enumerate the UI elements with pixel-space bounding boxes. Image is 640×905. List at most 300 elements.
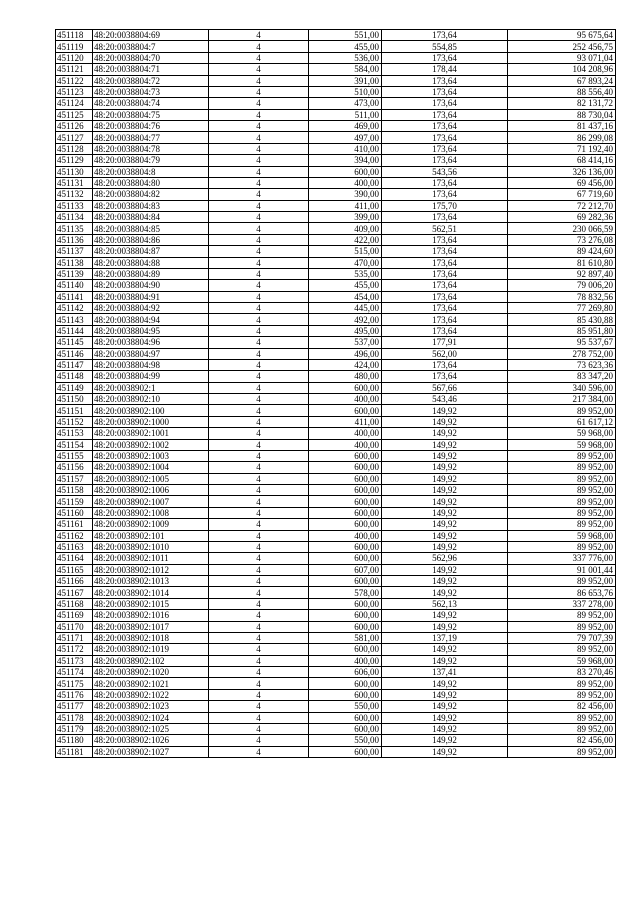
row-number-cell: 451122 <box>56 75 93 86</box>
cadastral-value-cell: 340 596,00 <box>508 382 616 393</box>
row-number-cell: 451164 <box>56 553 93 564</box>
rate-cell: 173,64 <box>382 132 508 143</box>
rate-cell: 173,64 <box>382 143 508 154</box>
rate-cell: 149,92 <box>382 610 508 621</box>
area-cell: 600,00 <box>309 462 382 473</box>
rate-cell: 562,00 <box>382 348 508 359</box>
cadastral-number-cell: 48:20:0038804:75 <box>93 109 209 120</box>
cadastral-number-cell: 48:20:0038902:1020 <box>93 667 209 678</box>
group-cell: 4 <box>209 64 309 75</box>
group-cell: 4 <box>209 746 309 757</box>
group-cell: 4 <box>209 155 309 166</box>
table-row <box>56 655 616 666</box>
row-number-cell: 451126 <box>56 121 93 132</box>
table-row <box>56 621 616 632</box>
rate-cell: 173,64 <box>382 98 508 109</box>
cadastral-number-cell: 48:20:0038902:1004 <box>93 462 209 473</box>
group-cell: 4 <box>209 485 309 496</box>
cadastral-number-cell: 48:20:0038804:73 <box>93 86 209 97</box>
cadastral-number-cell: 48:20:0038902:10 <box>93 394 209 405</box>
row-number-cell: 451155 <box>56 450 93 461</box>
cadastral-value-cell: 89 952,00 <box>508 712 616 723</box>
table-row <box>56 473 616 484</box>
area-cell: 536,00 <box>309 52 382 63</box>
cadastral-value-cell: 89 952,00 <box>508 644 616 655</box>
table-row <box>56 405 616 416</box>
table-row <box>56 223 616 234</box>
area-cell: 606,00 <box>309 667 382 678</box>
rate-cell: 173,64 <box>382 121 508 132</box>
area-cell: 455,00 <box>309 41 382 52</box>
row-number-cell: 451159 <box>56 496 93 507</box>
cadastral-value-cell: 73 276,08 <box>508 234 616 245</box>
row-number-cell: 451147 <box>56 359 93 370</box>
cadastral-number-cell: 48:20:0038804:72 <box>93 75 209 86</box>
cadastral-number-cell: 48:20:0038902:1011 <box>93 553 209 564</box>
table-row <box>56 257 616 268</box>
group-cell: 4 <box>209 735 309 746</box>
rate-cell: 562,51 <box>382 223 508 234</box>
table-row <box>56 462 616 473</box>
cadastral-number-cell: 48:20:0038804:78 <box>93 143 209 154</box>
cadastral-value-cell: 278 752,00 <box>508 348 616 359</box>
cadastral-value-cell: 89 424,60 <box>508 246 616 257</box>
cadastral-number-cell: 48:20:0038902:1012 <box>93 564 209 575</box>
row-number-cell: 451119 <box>56 41 93 52</box>
row-number-cell: 451129 <box>56 155 93 166</box>
row-number-cell: 451124 <box>56 98 93 109</box>
cadastral-value-cell: 88 730,04 <box>508 109 616 120</box>
area-cell: 600,00 <box>309 553 382 564</box>
row-number-cell: 451176 <box>56 689 93 700</box>
row-number-cell: 451179 <box>56 723 93 734</box>
table-row <box>56 268 616 279</box>
table-row <box>56 234 616 245</box>
group-cell: 4 <box>209 621 309 632</box>
cadastral-value-cell: 95 675,64 <box>508 30 616 41</box>
row-number-cell: 451152 <box>56 416 93 427</box>
group-cell: 4 <box>209 86 309 97</box>
cadastral-value-cell: 89 952,00 <box>508 723 616 734</box>
cadastral-value-cell: 59 968,00 <box>508 530 616 541</box>
table-row <box>56 507 616 518</box>
cadastral-value-cell: 78 832,56 <box>508 291 616 302</box>
cadastral-value-cell: 89 952,00 <box>508 473 616 484</box>
cadastral-value-cell: 89 952,00 <box>508 610 616 621</box>
row-number-cell: 451141 <box>56 291 93 302</box>
table-row <box>56 246 616 257</box>
cadastral-number-cell: 48:20:0038902:1016 <box>93 610 209 621</box>
cadastral-value-cell: 89 952,00 <box>508 621 616 632</box>
table-row <box>56 439 616 450</box>
area-cell: 496,00 <box>309 348 382 359</box>
group-cell: 4 <box>209 394 309 405</box>
table-row <box>56 587 616 598</box>
row-number-cell: 451156 <box>56 462 93 473</box>
group-cell: 4 <box>209 314 309 325</box>
rate-cell: 149,92 <box>382 530 508 541</box>
cadastral-number-cell: 48:20:0038804:71 <box>93 64 209 75</box>
cadastral-number-cell: 48:20:0038902:1022 <box>93 689 209 700</box>
area-cell: 492,00 <box>309 314 382 325</box>
group-cell: 4 <box>209 439 309 450</box>
cadastral-value-cell: 89 952,00 <box>508 678 616 689</box>
group-cell: 4 <box>209 200 309 211</box>
table-row <box>56 109 616 120</box>
table-row <box>56 564 616 575</box>
cadastral-value-cell: 67 893,24 <box>508 75 616 86</box>
row-number-cell: 451166 <box>56 576 93 587</box>
cadastral-value-cell: 217 384,00 <box>508 394 616 405</box>
area-cell: 399,00 <box>309 212 382 223</box>
table-row <box>56 485 616 496</box>
cadastral-number-cell: 48:20:0038902:1024 <box>93 712 209 723</box>
area-cell: 394,00 <box>309 155 382 166</box>
cadastral-value-cell: 71 192,40 <box>508 143 616 154</box>
group-cell: 4 <box>209 689 309 700</box>
rate-cell: 137,41 <box>382 667 508 678</box>
area-cell: 600,00 <box>309 166 382 177</box>
row-number-cell: 451172 <box>56 644 93 655</box>
rate-cell: 562,13 <box>382 598 508 609</box>
rate-cell: 173,64 <box>382 212 508 223</box>
cadastral-value-cell: 252 456,75 <box>508 41 616 52</box>
table-row <box>56 212 616 223</box>
table-row <box>56 143 616 154</box>
area-cell: 600,00 <box>309 450 382 461</box>
cadastral-number-cell: 48:20:0038804:74 <box>93 98 209 109</box>
cadastral-number-cell: 48:20:0038804:80 <box>93 177 209 188</box>
area-cell: 578,00 <box>309 587 382 598</box>
group-cell: 4 <box>209 416 309 427</box>
rate-cell: 149,92 <box>382 405 508 416</box>
row-number-cell: 451175 <box>56 678 93 689</box>
rate-cell: 177,91 <box>382 337 508 348</box>
cadastral-value-cell: 77 269,80 <box>508 303 616 314</box>
row-number-cell: 451139 <box>56 268 93 279</box>
rate-cell: 149,92 <box>382 678 508 689</box>
row-number-cell: 451138 <box>56 257 93 268</box>
cadastral-value-cell: 86 653,76 <box>508 587 616 598</box>
area-cell: 537,00 <box>309 337 382 348</box>
row-number-cell: 451143 <box>56 314 93 325</box>
rate-cell: 175,70 <box>382 200 508 211</box>
row-number-cell: 451151 <box>56 405 93 416</box>
group-cell: 4 <box>209 257 309 268</box>
rate-cell: 149,92 <box>382 428 508 439</box>
row-number-cell: 451144 <box>56 325 93 336</box>
group-cell: 4 <box>209 519 309 530</box>
area-cell: 400,00 <box>309 530 382 541</box>
cadastral-number-cell: 48:20:0038804:69 <box>93 30 209 41</box>
rate-cell: 149,92 <box>382 485 508 496</box>
table-row <box>56 632 616 643</box>
cadastral-value-cell: 89 952,00 <box>508 496 616 507</box>
row-number-cell: 451162 <box>56 530 93 541</box>
cadastral-number-cell: 48:20:0038902:1019 <box>93 644 209 655</box>
cadastral-number-cell: 48:20:0038804:99 <box>93 371 209 382</box>
group-cell: 4 <box>209 177 309 188</box>
cadastral-value-cell: 337 776,00 <box>508 553 616 564</box>
group-cell: 4 <box>209 98 309 109</box>
row-number-cell: 451149 <box>56 382 93 393</box>
area-cell: 600,00 <box>309 723 382 734</box>
cadastral-value-cell: 89 952,00 <box>508 405 616 416</box>
area-cell: 600,00 <box>309 507 382 518</box>
group-cell: 4 <box>209 507 309 518</box>
row-number-cell: 451137 <box>56 246 93 257</box>
table-row <box>56 576 616 587</box>
cadastral-value-cell: 72 212,70 <box>508 200 616 211</box>
rate-cell: 173,64 <box>382 177 508 188</box>
rate-cell: 149,92 <box>382 541 508 552</box>
rate-cell: 149,92 <box>382 576 508 587</box>
table-row <box>56 155 616 166</box>
rate-cell: 173,64 <box>382 155 508 166</box>
cadastral-value-cell: 79 006,20 <box>508 280 616 291</box>
rate-cell: 173,64 <box>382 75 508 86</box>
group-cell: 4 <box>209 303 309 314</box>
area-cell: 600,00 <box>309 519 382 530</box>
row-number-cell: 451130 <box>56 166 93 177</box>
cadastral-number-cell: 48:20:0038902:1003 <box>93 450 209 461</box>
row-number-cell: 451142 <box>56 303 93 314</box>
rate-cell: 149,92 <box>382 644 508 655</box>
table-row <box>56 325 616 336</box>
rate-cell: 173,64 <box>382 268 508 279</box>
group-cell: 4 <box>209 530 309 541</box>
rate-cell: 149,92 <box>382 450 508 461</box>
table-row <box>56 598 616 609</box>
rate-cell: 149,92 <box>382 564 508 575</box>
cadastral-number-cell: 48:20:0038902:1007 <box>93 496 209 507</box>
group-cell: 4 <box>209 268 309 279</box>
cadastral-number-cell: 48:20:0038804:94 <box>93 314 209 325</box>
cadastral-value-cell: 85 951,80 <box>508 325 616 336</box>
group-cell: 4 <box>209 644 309 655</box>
area-cell: 600,00 <box>309 405 382 416</box>
rate-cell: 149,92 <box>382 462 508 473</box>
cadastral-value-cell: 59 968,00 <box>508 428 616 439</box>
row-number-cell: 451146 <box>56 348 93 359</box>
table-row <box>56 98 616 109</box>
rate-cell: 149,92 <box>382 735 508 746</box>
table-row <box>56 348 616 359</box>
rate-cell: 173,64 <box>382 280 508 291</box>
group-cell: 4 <box>209 701 309 712</box>
area-cell: 445,00 <box>309 303 382 314</box>
row-number-cell: 451161 <box>56 519 93 530</box>
cadastral-number-cell: 48:20:0038804:90 <box>93 280 209 291</box>
table-row <box>56 496 616 507</box>
rate-cell: 567,66 <box>382 382 508 393</box>
group-cell: 4 <box>209 291 309 302</box>
cadastral-number-cell: 48:20:0038902:101 <box>93 530 209 541</box>
table-row <box>56 450 616 461</box>
rate-cell: 173,64 <box>382 52 508 63</box>
rate-cell: 149,92 <box>382 507 508 518</box>
rate-cell: 149,92 <box>382 439 508 450</box>
table-row <box>56 189 616 200</box>
table-row <box>56 64 616 75</box>
cadastral-number-cell: 48:20:0038902:1 <box>93 382 209 393</box>
row-number-cell: 451148 <box>56 371 93 382</box>
cadastral-value-cell: 86 299,08 <box>508 132 616 143</box>
cadastral-value-cell: 83 347,20 <box>508 371 616 382</box>
cadastral-number-cell: 48:20:0038804:89 <box>93 268 209 279</box>
area-cell: 515,00 <box>309 246 382 257</box>
row-number-cell: 451118 <box>56 30 93 41</box>
group-cell: 4 <box>209 223 309 234</box>
cadastral-number-cell: 48:20:0038804:97 <box>93 348 209 359</box>
cadastral-number-cell: 48:20:0038804:96 <box>93 337 209 348</box>
rate-cell: 149,92 <box>382 689 508 700</box>
row-number-cell: 451153 <box>56 428 93 439</box>
group-cell: 4 <box>209 359 309 370</box>
cadastral-number-cell: 48:20:0038902:1013 <box>93 576 209 587</box>
cadastral-value-cell: 104 208,96 <box>508 64 616 75</box>
rate-cell: 173,64 <box>382 371 508 382</box>
cadastral-number-cell: 48:20:0038902:1008 <box>93 507 209 518</box>
area-cell: 600,00 <box>309 382 382 393</box>
group-cell: 4 <box>209 655 309 666</box>
cadastral-value-cell: 95 537,67 <box>508 337 616 348</box>
rate-cell: 173,64 <box>382 291 508 302</box>
row-number-cell: 451168 <box>56 598 93 609</box>
rate-cell: 173,64 <box>382 30 508 41</box>
rate-cell: 149,92 <box>382 496 508 507</box>
group-cell: 4 <box>209 496 309 507</box>
area-cell: 469,00 <box>309 121 382 132</box>
row-number-cell: 451174 <box>56 667 93 678</box>
area-cell: 550,00 <box>309 701 382 712</box>
area-cell: 424,00 <box>309 359 382 370</box>
table-row <box>56 337 616 348</box>
area-cell: 495,00 <box>309 325 382 336</box>
row-number-cell: 451173 <box>56 655 93 666</box>
cadastral-number-cell: 48:20:0038804:95 <box>93 325 209 336</box>
area-cell: 473,00 <box>309 98 382 109</box>
table-row <box>56 701 616 712</box>
rate-cell: 173,64 <box>382 257 508 268</box>
cadastral-number-cell: 48:20:0038804:8 <box>93 166 209 177</box>
area-cell: 535,00 <box>309 268 382 279</box>
cadastral-number-cell: 48:20:0038902:1009 <box>93 519 209 530</box>
cadastral-number-cell: 48:20:0038902:1017 <box>93 621 209 632</box>
rate-cell: 173,64 <box>382 314 508 325</box>
group-cell: 4 <box>209 723 309 734</box>
group-cell: 4 <box>209 41 309 52</box>
row-number-cell: 451160 <box>56 507 93 518</box>
cadastral-number-cell: 48:20:0038804:91 <box>93 291 209 302</box>
group-cell: 4 <box>209 75 309 86</box>
rate-cell: 149,92 <box>382 621 508 632</box>
table-row <box>56 30 616 41</box>
table-row <box>56 678 616 689</box>
group-cell: 4 <box>209 234 309 245</box>
row-number-cell: 451135 <box>56 223 93 234</box>
rate-cell: 173,64 <box>382 325 508 336</box>
row-number-cell: 451145 <box>56 337 93 348</box>
table-row <box>56 394 616 405</box>
cadastral-number-cell: 48:20:0038902:1025 <box>93 723 209 734</box>
area-cell: 550,00 <box>309 735 382 746</box>
table-row <box>56 177 616 188</box>
group-cell: 4 <box>209 280 309 291</box>
cadastral-number-cell: 48:20:0038902:1006 <box>93 485 209 496</box>
rate-cell: 149,92 <box>382 655 508 666</box>
area-cell: 391,00 <box>309 75 382 86</box>
row-number-cell: 451120 <box>56 52 93 63</box>
area-cell: 600,00 <box>309 496 382 507</box>
table-row <box>56 553 616 564</box>
row-number-cell: 451167 <box>56 587 93 598</box>
area-cell: 600,00 <box>309 541 382 552</box>
area-cell: 455,00 <box>309 280 382 291</box>
row-number-cell: 451127 <box>56 132 93 143</box>
group-cell: 4 <box>209 450 309 461</box>
group-cell: 4 <box>209 462 309 473</box>
rate-cell: 173,64 <box>382 234 508 245</box>
cadastral-number-cell: 48:20:0038804:84 <box>93 212 209 223</box>
cadastral-value-cell: 92 897,40 <box>508 268 616 279</box>
rate-cell: 137,19 <box>382 632 508 643</box>
area-cell: 422,00 <box>309 234 382 245</box>
rate-cell: 173,64 <box>382 109 508 120</box>
row-number-cell: 451125 <box>56 109 93 120</box>
cadastral-number-cell: 48:20:0038902:1021 <box>93 678 209 689</box>
group-cell: 4 <box>209 382 309 393</box>
rate-cell: 543,56 <box>382 166 508 177</box>
area-cell: 600,00 <box>309 689 382 700</box>
table-row <box>56 723 616 734</box>
cadastral-value-cell: 89 952,00 <box>508 485 616 496</box>
cadastral-value-cell: 69 456,00 <box>508 177 616 188</box>
rate-cell: 173,64 <box>382 359 508 370</box>
table-row <box>56 314 616 325</box>
cadastral-value-cell: 73 623,36 <box>508 359 616 370</box>
table-body <box>56 30 616 758</box>
table-row <box>56 280 616 291</box>
rate-cell: 149,92 <box>382 712 508 723</box>
table-row <box>56 371 616 382</box>
cadastral-value-cell: 82 456,00 <box>508 701 616 712</box>
cadastral-value-cell: 67 719,60 <box>508 189 616 200</box>
row-number-cell: 451134 <box>56 212 93 223</box>
cadastral-value-cell: 81 437,16 <box>508 121 616 132</box>
table-row <box>56 519 616 530</box>
rate-cell: 543,46 <box>382 394 508 405</box>
cadastral-value-cell: 89 952,00 <box>508 689 616 700</box>
cadastral-number-cell: 48:20:0038902:1015 <box>93 598 209 609</box>
table-row <box>56 712 616 723</box>
cadastral-number-cell: 48:20:0038804:77 <box>93 132 209 143</box>
group-cell: 4 <box>209 632 309 643</box>
cadastral-value-cell: 85 430,88 <box>508 314 616 325</box>
area-cell: 400,00 <box>309 428 382 439</box>
row-number-cell: 451163 <box>56 541 93 552</box>
table-row <box>56 52 616 63</box>
area-cell: 600,00 <box>309 485 382 496</box>
cadastral-value-cell: 326 136,00 <box>508 166 616 177</box>
row-number-cell: 451150 <box>56 394 93 405</box>
cadastral-value-cell: 89 952,00 <box>508 746 616 757</box>
area-cell: 400,00 <box>309 177 382 188</box>
table-row <box>56 541 616 552</box>
group-cell: 4 <box>209 405 309 416</box>
cadastral-number-cell: 48:20:0038902:1010 <box>93 541 209 552</box>
rate-cell: 562,96 <box>382 553 508 564</box>
